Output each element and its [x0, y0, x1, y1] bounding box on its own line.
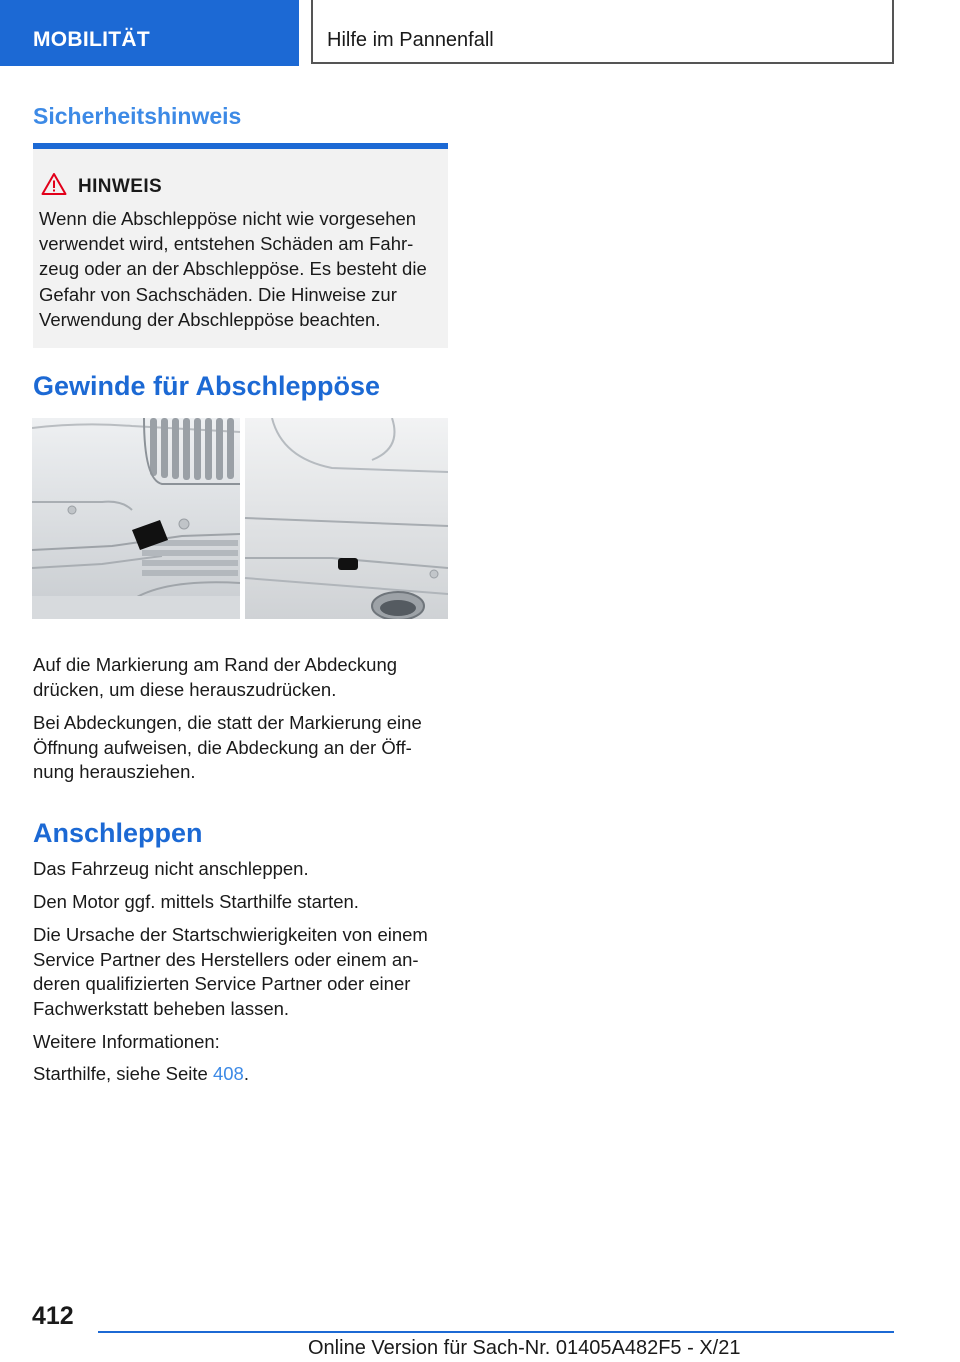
chapter-tab-label: Hilfe im Pannenfall [327, 29, 494, 51]
notice-title: HINWEIS [78, 176, 163, 197]
thread-paragraph-2 [33, 711, 451, 785]
notice-line: verwendet wird, entstehen Schäden am Fahr- [39, 233, 414, 255]
chapter-tab [311, 0, 894, 64]
towing-heading: Anschleppen [33, 818, 203, 848]
cross-reference-text: Starthilfe, siehe Seite [33, 1063, 213, 1084]
notice-line: zeug oder an der Abschleppöse. Es besteht die [39, 258, 427, 280]
text-line: drücken, um diese herauszudrücken. [33, 678, 337, 700]
notice-line: Verwendung der Abschleppöse beachten. [39, 308, 381, 330]
text-line: nung herausziehen. [33, 761, 196, 782]
thread-paragraph-1 [33, 653, 451, 702]
page-number: 412 [32, 1302, 74, 1330]
more-info-label: Weitere Informationen: [33, 1031, 220, 1052]
text-line: Die Ursache der Startschwierigkeiten von einem [33, 924, 428, 945]
text-line: Fachwerkstatt beheben lassen. [33, 997, 290, 1019]
cross-reference-end: . [243, 1063, 249, 1084]
page-link-408[interactable]: 408 [212, 1063, 244, 1084]
notice-box [33, 143, 448, 348]
thread-heading: Gewinde für Abschleppöse [33, 371, 381, 401]
text-line: Bei Abdeckungen, die statt der Markierung eine [33, 712, 422, 733]
text-line: Öffnung aufweisen, die Abdeckung an der Öff- [33, 736, 412, 758]
warning-triangle-icon [41, 172, 67, 196]
front-bumper-panel [32, 418, 240, 619]
section-tab [0, 0, 299, 66]
section-tab-label: MOBILITÄT [33, 28, 151, 51]
rear-bumper-panel [245, 418, 448, 619]
footer-divider [98, 1331, 894, 1333]
notice-body [39, 206, 444, 332]
tow-eye-thread-illustration [32, 418, 448, 619]
safety-heading: Sicherheitshinweis [33, 103, 242, 129]
notice-line: Wenn die Abschleppöse nicht wie vorgesehen [39, 208, 417, 229]
towing-paragraph-2: Den Motor ggf. mittels Starthilfe starten. [33, 891, 359, 912]
notice-line: Gefahr von Sachschäden. Die Hinweise zur [39, 283, 397, 305]
text-line: Auf die Markierung am Rand der Abdeckung [33, 654, 398, 675]
text-line: Service Partner des Herstellers oder einem an- [33, 948, 419, 970]
towing-paragraph-1: Das Fahrzeug nicht anschleppen. [33, 858, 309, 879]
towing-paragraph-3 [33, 923, 451, 1021]
cross-reference [33, 1062, 451, 1087]
footer-online-version: Online Version für Sach-Nr. 01405A482F5 - X/21 [308, 1337, 741, 1359]
text-line: deren qualifizierten Service Partner oder einer [33, 973, 411, 994]
